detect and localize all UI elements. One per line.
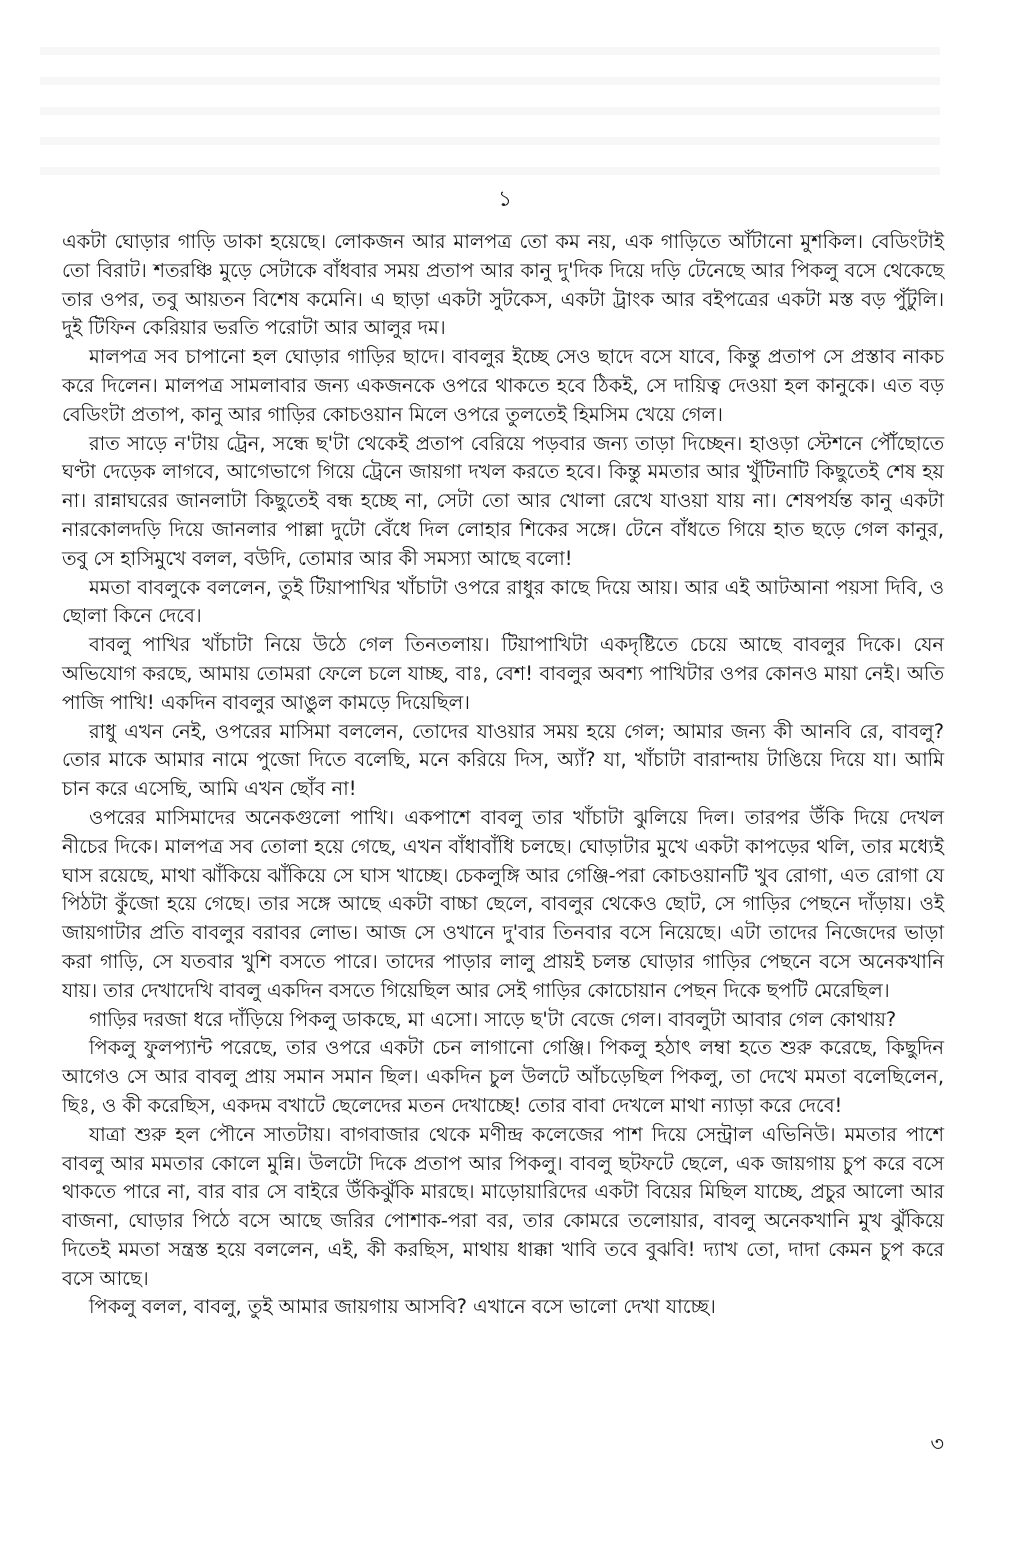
paragraph: পিকলু বলল, বাবলু, তুই আমার জায়গায় আসবি? এখানে বসে ভালো দেখা যাচ্ছে। [89,1295,716,1319]
paragraph: যাত্রা শুরু হল পৌনে সাতটায়। বাগবাজার থেকে মণীন্দ্র কলেজের পাশ দিয়ে সেন্ট্রাল এভিনিউ। মমতার পাশে বাবলু আর মমতার কোলে মুন্নি। উলটো দিকে প্রতাপ আর পিকলু। বাবলু ছটফটে ছেলে, এক জায়গায় চুপ করে বসে থাকতে পারে না, বার বার সে বাইরে উঁকিঝুঁকি মারছে। মাড়োয়ারিদের একটা বিয়ের মিছিল যাচ্ছে, প্রচুর আলো আর বাজনা, ঘোড়ার পিঠে বসে আছে জরির পোশাক-পরা বর, তার কোমরে তলোয়ার, বাবলু অনেকখানি মুখ ঝুঁকিয়ে দিতেই মমতা সন্ত্রস্ত হয়ে বললেন, এই, কী করছিস, মাথায় ধাক্কা খাবি তবে বুঝবি! দ্যাখ তো, দাদা কেমন চুপ করে বসে আছে। [62,1122,944,1290]
paragraph: রাত সাড়ে ন'টায় ট্রেন, সন্ধে ছ'টা থেকেই প্রতাপ বেরিয়ে পড়বার জন্য তাড়া দিচ্ছেন। হাওড়া স্টেশনে পৌঁছোতে ঘণ্টা দেড়েক লাগবে, আগেভাগে গিয়ে ট্রেনে জায়গা দখল করতে হবে। কিন্তু মমতার আর খুঁটিনাটি কিছুতেই শেষ হয় না। রান্নাঘরের জানলাটা কিছুতেই বন্ধ হচ্ছে না, সেটা তো আর খোলা রেখে যাওয়া যায় না। শেষপর্যন্ত কানু একটা নারকোলদড়ি দিয়ে জানলার পাল্লা দুটো বেঁধে দিল লোহার শিকের সঙ্গে। টেনে বাঁধতে গিয়ে হাত ছড়ে গেল কানুর, তবু সে হাসিমুখে বলল, বউদি, তোমার আর কী সমস্যা আছে বলো! [62,431,944,570]
paragraph: মমতা বাবলুকে বললেন, তুই টিয়াপাখির খাঁচাটা ওপরে রাধুর কাছে দিয়ে আয়। আর এই আটআনা পয়সা দিবি, ও ছোলা কিনে দেবে। [62,575,944,628]
chapter-number: ১ [497,187,513,212]
paragraph: রাধু এখন নেই, ওপরের মাসিমা বললেন, তোদের যাওয়ার সময় হয়ে গেল; আমার জন্য কী আনবি রে, বাবলু? তোর মাকে আমার নামে পুজো দিতে বলেছি, মনে করিয়ে দিস, অ্যাঁ? যা, খাঁচাটা বারান্দায় টাঙিয়ে দিয়ে যা। আমি চান করে এসেছি, আমি এখন ছোঁব না! [62,719,944,801]
paragraph: মালপত্র সব চাপানো হল ঘোড়ার গাড়ির ছাদে। বাবলুর ইচ্ছে সেও ছাদে বসে যাবে, কিন্তু প্রতাপ সে প্রস্তাব নাকচ করে দিলেন। মালপত্র সামলাবার জন্য একজনকে ওপরে থাকতে হবে ঠিকই, সে দায়িত্ব দেওয়া হল কানুকে। এত বড় বেডিংটা প্রতাপ, কানু আর গাড়ির কোচওয়ান মিলে ওপরে তুলতেই হিমসিম খেয়ে গেল। [62,345,944,426]
paragraph: একটা ঘোড়ার গাড়ি ডাকা হয়েছে। লোকজন আর মালপত্র তো কম নয়, এক গাড়িতে আঁটানো মুশকিল। বেডিংটাই তো বিরাট। শতরঞ্চি মুড়ে সেটাকে বাঁধবার সময় প্রতাপ আর কানু দু'দিক দিয়ে দড়ি টেনেছে আর পিকলু বসে থেকেছে তার ওপর, তবু আয়তন বিশেষ কমেনি। এ ছাড়া একটা সুটকেস, একটা ট্রাংক আর বইপত্রের একটা মস্ত বড় পুঁটুলি। দুই টিফিন কেরিয়ার ভরতি পরোটা আর আলুর দম। [62,230,944,340]
show-through-bleed [40,25,940,175]
paragraph: গাড়ির দরজা ধরে দাঁড়িয়ে পিকলু ডাকছে, মা এসো। সাড়ে ছ'টা বেজে গেল। বাবলুটা আবার গেল কোথায়? [89,1007,897,1031]
paragraph: বাবলু পাখির খাঁচাটা নিয়ে উঠে গেল তিনতলায়। টিয়াপাখিটা একদৃষ্টিতে চেয়ে আছে বাবলুর দিকে। যেন অভিযোগ করছে, আমায় তোমরা ফেলে চলে যাচ্ছ, বাঃ, বেশ! বাবলুর অবশ্য পাখিটার ওপর কোনও মায়া নেই। অতি পাজি পাখি! একদিন বাবলুর আঙুল কামড়ে দিয়েছিল। [62,633,944,714]
paragraph: পিকলু ফুলপ্যান্ট পরেছে, তার ওপরে একটা চেন লাগানো গেঞ্জি। পিকলু হঠাৎ লম্বা হতে শুরু করেছে, কিছুদিন আগেও সে আর বাবলু প্রায় সমান সমান ছিল। একদিন চুল উলটে আঁচড়েছিল পিকলু, তা দেখে মমতা বলেছিলেন, ছিঃ, ও কী করেছিস, একদম বখাটে ছেলেদের মতন দেখাচ্ছে! তোর বাবা দেখলে মাথা ন্যাড়া করে দেবে! [62,1036,944,1117]
page-number: ৩ [930,1432,944,1456]
paragraph: ওপরের মাসিমাদের অনেকগুলো পাখি। একপাশে বাবলু তার খাঁচাটা ঝুলিয়ে দিল। তারপর উঁকি দিয়ে দেখল নীচের দিকে। মালপত্র সব তোলা হয়ে গেছে, এখন বাঁধাবাঁধি চলছে। ঘোড়াটার মুখে একটা কাপড়ের থলি, তার মধ্যেই ঘাস রয়েছে, মাথা ঝাঁকিয়ে ঝাঁকিয়ে সে ঘাস খাচ্ছে। চেকলুঙ্গি আর গেঞ্জি-পরা কোচওয়ানটি খুব রোগা, এত রোগা যে পিঠটা কুঁজো হয়ে গেছে। তার সঙ্গে আছে একটা বাচ্চা ছেলে, বাবলুর থেকেও ছোট, সে গাড়ির পেছনে দাঁড়ায়। ওই জায়গাটার প্রতি বাবলুর বরাবর লোভ। আজ সে ওখানে দু'বার তিনবার বসে নিয়েছে। এটা তাদের নিজেদের ভাড়া করা গাড়ি, সে যতবার খুশি বসতে পারে। তাদের পাড়ার লালু প্রায়ই চলন্ত ঘোড়ার গাড়ির পেছনে বসে অনেকখানি যায়। তার দেখাদেখি বাবলু একদিন বসতে গিয়েছিল আর সেই গাড়ির কোচোয়ান পেছন দিকে ছপটি মেরেছিল। [62,805,944,1002]
body-text [62,228,944,1322]
